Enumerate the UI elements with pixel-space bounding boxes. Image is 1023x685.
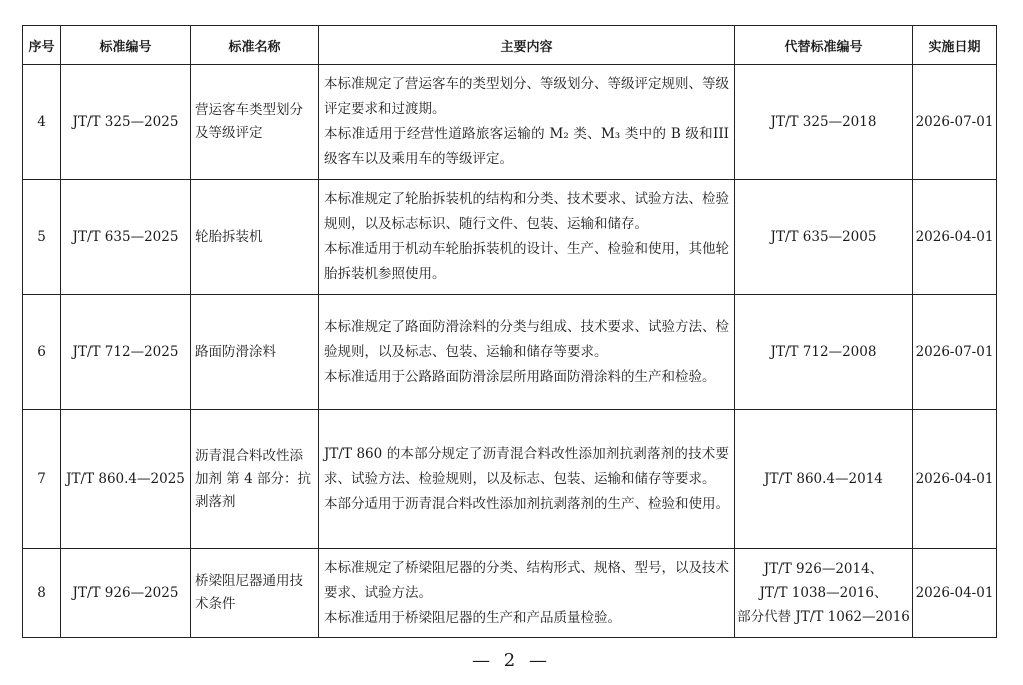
row-name: 桥梁阻尼器通用技术条件 [191,549,319,638]
row-code: JT/T 926—2025 [61,549,191,638]
table-header-row [23,26,997,65]
row-replaces [735,65,913,180]
row-date: 2026-07-01 [913,65,997,180]
row-code: JT/T 635—2025 [61,180,191,295]
header-standard-name: 标准名称 [191,26,319,65]
replaced-code: JT/T 926—2014、 [763,561,884,577]
content-applicability: 本标准适用于公路路面防滑涂层所用路面防滑涂料的生产和检验。 [324,368,716,385]
content-scope: 本标准规定了营运客车的类型划分、等级划分、等级评定规则、等级评定要求和过渡期。 [324,76,729,117]
row-replaces [735,295,913,410]
row-replaces [735,549,913,638]
row-code: JT/T 712—2025 [61,295,191,410]
content-scope: JT/T 860 的本部分规定了沥青混合料改性添加剂抗剥落剂的技术要求、试验方法、检验规则，以及标志、包装、运输和储存等要求。 [324,445,729,487]
table-row [23,549,997,638]
replaced-code: JT/T 1038—2016、 [759,585,888,601]
replaced-code: JT/T 635—2005 [770,229,877,245]
standards-table [22,25,997,638]
content-applicability: 本部分适用于沥青混合料改性添加剂抗剥落剂的生产、检验和使用。 [324,495,729,512]
row-serial: 5 [23,180,61,295]
header-serial: 序号 [23,26,61,65]
table-row [23,65,997,180]
row-content [319,65,735,180]
row-serial: 4 [23,65,61,180]
row-code: JT/T 860.4—2025 [61,410,191,549]
row-date: 2026-07-01 [913,295,997,410]
row-date: 2026-04-01 [913,410,997,549]
content-scope: 本标准规定了桥梁阻尼器的分类、结构形式、规格、型号，以及技术要求、试验方法。 [324,559,729,601]
row-name: 轮胎拆装机 [191,180,319,295]
replaced-code: JT/T 712—2008 [770,344,877,360]
row-replaces [735,410,913,549]
row-replaces [735,180,913,295]
replaced-code: JT/T 325—2018 [770,114,877,130]
content-applicability: 本标准适用于机动车轮胎拆装机的设计、生产、检验和使用，其他轮胎拆装机参照使用。 [324,241,729,282]
row-serial: 6 [23,295,61,410]
header-replaced-code: 代替标准编号 [735,26,913,65]
header-effective-date: 实施日期 [913,26,997,65]
header-main-content: 主要内容 [319,26,735,65]
row-serial: 8 [23,549,61,638]
row-content [319,549,735,638]
row-name: 营运客车类型划分及等级评定 [191,65,319,180]
content-applicability: 本标准适用于桥梁阻尼器的生产和产品质量检验。 [324,609,621,626]
content-applicability: 本标准适用于经营性道路旅客运输的 M₂ 类、M₃ 类中的 B 级和III级客车以及乘用车的等级评定。 [324,126,729,167]
table-row [23,295,997,410]
row-content [319,295,735,410]
row-date: 2026-04-01 [913,549,997,638]
row-content [319,410,735,549]
table-row [23,410,997,549]
table-row [23,180,997,295]
header-standard-code: 标准编号 [61,26,191,65]
row-content [319,180,735,295]
replaced-code: JT/T 860.4—2014 [764,471,883,487]
content-scope: 本标准规定了路面防滑涂料的分类与组成、技术要求、试验方法、检验规则，以及标志、包装、运输和储存等要求。 [324,318,729,360]
row-name: 沥青混合料改性添加剂 第 4 部分：抗剥落剂 [191,410,319,549]
content-scope: 本标准规定了轮胎拆装机的结构和分类、技术要求、试验方法、检验规则，以及标志标识、随行文件、包装、运输和储存。 [324,191,729,232]
row-date: 2026-04-01 [913,180,997,295]
row-name: 路面防滑涂料 [191,295,319,410]
row-code: JT/T 325—2025 [61,65,191,180]
replaced-code: 部分代替 JT/T 1062—2016 [737,609,910,625]
page-number: — 2 — [472,650,551,671]
row-serial: 7 [23,410,61,549]
